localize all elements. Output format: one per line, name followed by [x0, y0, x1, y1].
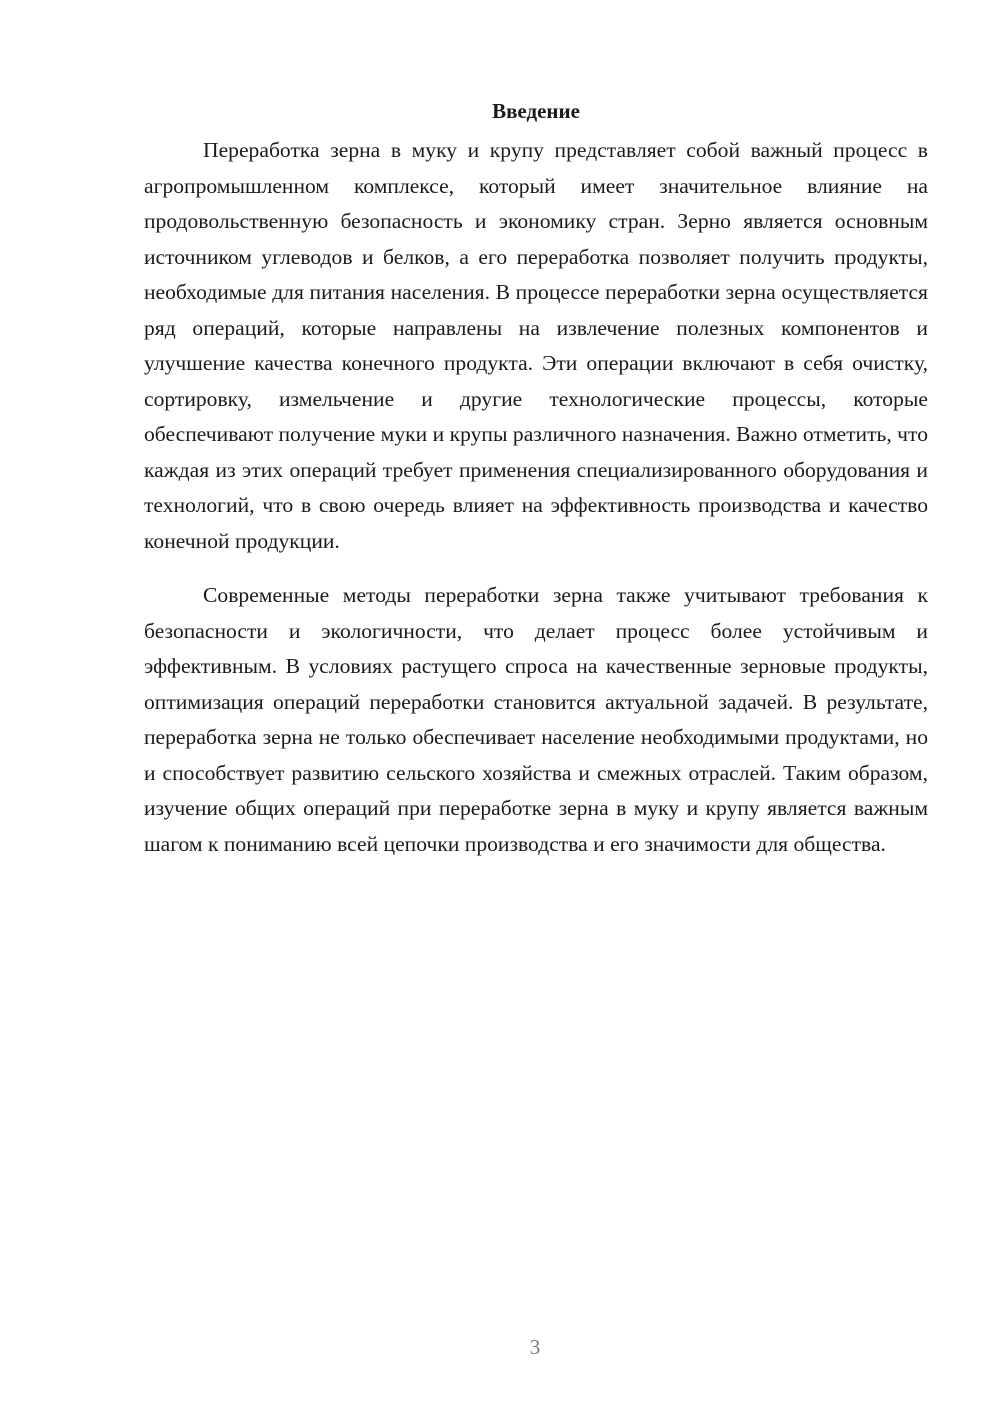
page-number: 3 — [529, 1335, 541, 1359]
paragraph-2: Современные методы переработки зерна также учитывают требования к безопасности и экологичности, что делает процесс более устойчивым и эффективным. В условиях растущего спроса на качественные зерновые продукты, оптимизация операций переработки становится актуальной задачей. В результате, переработка зерна не только обеспечивает население необходимыми продуктами, но и способствует развитию сельского хозяйства и смежных отраслей. Таким образом, изучение общих операций при переработке зерна в муку и крупу является важным шагом к пониманию всей цепочки производства и его значимости для общества. — [144, 583, 928, 856]
page-content — [144, 94, 928, 862]
paragraph-1: Переработка зерна в муку и крупу представляет собой важный процесс в агропромышленном комплексе, который имеет значительное влияние на продовольственную безопасность и экономику стран. Зерно является основным источником углеводов и белков, а его переработка позволяет получить продукты, необходимые для питания населения. В процессе переработки зерна осуществляется ряд операций, которые направлены на извлечение полезных компонентов и улучшение качества конечного продукта. Эти операции включают в себя очистку, сортировку, измельчение и другие технологические процессы, которые обеспечивают получение муки и крупы различного назначения. Важно отметить, что каждая из этих операций требует применения специализированного оборудования и технологий, что в свою очередь влияет на эффективность производства и качество конечной продукции. — [144, 138, 928, 553]
section-heading: Введение — [492, 99, 580, 123]
